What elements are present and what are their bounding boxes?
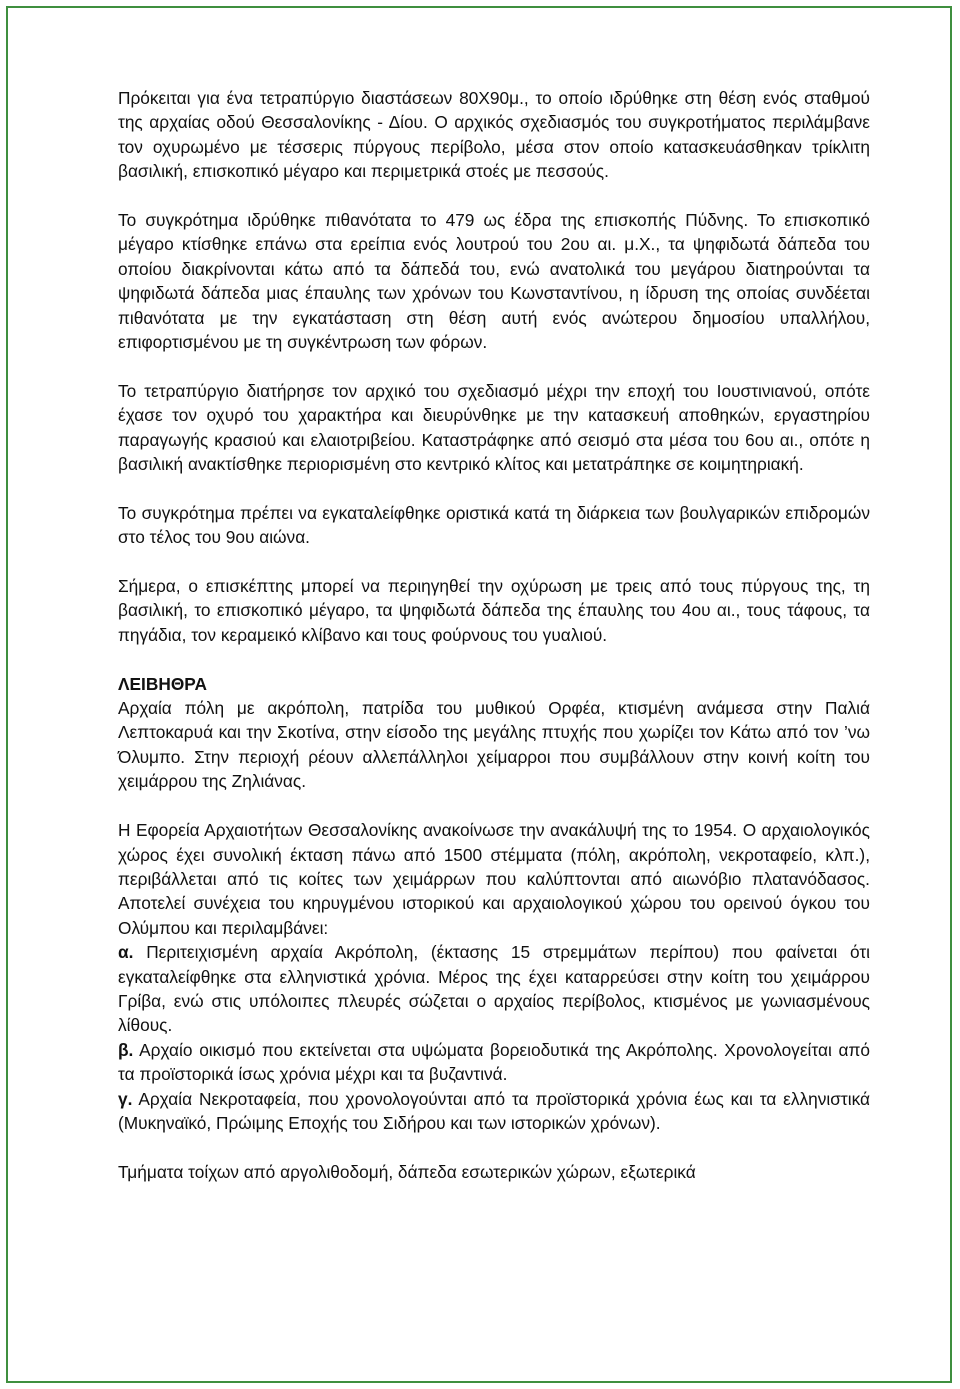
- paragraph-visitor: Σήμερα, ο επισκέπτης μπορεί να περιηγηθεί την οχύρωση με τρεις από τους πύργους της, τη βασιλική, το επισκοπικό μέγαρο, τα ψηφιδωτά δάπεδα της έπαυλης του 4ου αι., τους τάφους, τα πηγάδια, τον κεραμεικό κλίβανο και τους φούρνους του γυαλιού.: [118, 576, 870, 645]
- list-item: [118, 1038, 870, 1087]
- paragraph-ephorate-block: [118, 818, 870, 1135]
- paragraph-ephorate: Η Εφορεία Αρχαιοτήτων Θεσσαλονίκης ανακοίνωσε την ανακάλυψή της το 1954. Ο αρχαιολογικός χώρος έχει συνολική έκταση πάνω από 1500 στέμματα (πόλη, ακρόπολη, νεκροταφείο, κλπ.), περιβάλλεται από τις κοίτες των χειμάρρων που καλύπτονται από αιωνόβιο πλατανόδασος. Αποτελεί συνέχεια του κηρυγμένου ιστορικού και αρχαιολογικού χώρου του ορεινού όγκου του Ολύμπου και περιλαμβάνει:: [118, 820, 870, 938]
- paragraph-justinian: Το τετραπύργιο διατήρησε τον αρχικό του σχεδιασμό μέχρι την εποχή του Ιουστινιανού, οπότε έχασε τον οχυρό του χαρακτήρα και διευρύνθηκε με την κατασκευή αποθηκών, εργαστηρίου παραγωγής κρασιού και ελαιοτριβείου. Καταστράφηκε από σεισμό στα μέσα του 6ου αι., οπότε η βασιλική ανακτίσθηκε περιορισμένη στο κεντρικό κλίτος και μετατράπηκε σε κοιμητηριακή.: [118, 380, 870, 475]
- list-marker-b: β.: [118, 1039, 134, 1060]
- list-item-text-c: Αρχαία Νεκροταφεία, που χρονολογούνται από τα προϊστορικά χρόνια έως και τα ελληνιστικά (Μυκηναϊκό, Πρώιμης Εποχής του Σιδήρου και των ιστορικών χρόνων).: [118, 1088, 870, 1133]
- list-marker-c: γ.: [118, 1088, 133, 1109]
- paragraph-closing-line: Τμήματα τοίχων από αργολιθοδομή, δάπεδα εσωτερικών χώρων, εξωτερικά: [118, 1161, 696, 1182]
- list-item-text-b: Αρχαίο οικισμό που εκτείνεται στα υψώματα βορειοδυτικά της Ακρόπολης. Χρονολογείται από τα προϊστορικά ίσως χρόνια μέχρι και τα βυζαντινά.: [118, 1039, 870, 1085]
- paragraph-abandonment: Το συγκρότημα πρέπει να εγκαταλείφθηκε οριστικά κατά τη διάρκεια των βουλγαρικών επιδρομών στο τέλος του 9ου αιώνα.: [118, 502, 870, 548]
- paragraph-founding: Το συγκρότημα ιδρύθηκε πιθανότατα το 479 ως έδρα της επισκοπής Πύδνης. Το επισκοπικό μέγαρο κτίσθηκε επάνω στα ερείπια ενός λουτρού του 2ου αι. μ.Χ., τα ψηφιδωτά δάπεδα του οποίου διακρίνονται κάτω από τα δάπεδά του, ενώ ανατολικά του μεγάρου διατηρούνται τα ψηφιδωτά δάπεδα μιας έπαυλης των χρόνων του Κωνσταντίνου, η ίδρυση της οποίας συνδέεται πιθανότατα με την εγκατάσταση στη θέση αυτή ενός ανώτερου δημοσίου υπαλλήλου, επιφορτισμένου με τη συγκέντρωση των φόρων.: [118, 210, 870, 353]
- list-item: [118, 1087, 870, 1136]
- paragraph-leivithra-intro: Αρχαία πόλη με ακρόπολη, πατρίδα του μυθικού Ορφέα, κτισμένη ανάμεσα στην Παλιά Λεπτοκαρυά και την Σκοτίνα, στην είσοδο της μεγάλης πτυχής που χωρίζει τον Κάτω από τον ’νω Όλυμπο. Στην περιοχή ρέουν αλλεπάλληλοι χείμαρροι που συμβάλλουν στην κοινή κοίτη του χειμάρρου της Ζηλιάνας.: [118, 698, 870, 792]
- list-item: [118, 940, 870, 1038]
- document-body: [118, 86, 870, 1184]
- list-marker-a: α.: [118, 942, 134, 963]
- section-heading-leivithra: ΛΕΙΒΗΘΡΑ: [118, 673, 207, 694]
- list-item-text-a: Περιτειχισμένη αρχαία Ακρόπολη, (έκτασης 15 στρεμμάτων περίπου) που φαίνεται ότι εγκαταλείφθηκε στα ελληνιστικά χρόνια. Μέρος της έχει καταρρεύσει στην κοίτη του χειμάρρου Γρίβα, ενώ στις υπόλοιπες πλευρές σώζεται ο αρχαίος περίβολος, κτισμένος με γωνιασμένους λίθους.: [118, 942, 870, 1036]
- paragraph-tetrapyrgio-intro: Πρόκειται για ένα τετραπύργιο διαστάσεων 80Χ90μ., το οποίο ιδρύθηκε στη θέση ενός σταθμού της αρχαίας οδού Θεσσαλονίκης - Δίου. Ο αρχικός σχεδιασμός του συγκροτήματος περιλάμβανε τον οχυρωμένο με τέσσερις πύργους περίβολο, μέσα στον οποίο κατασκευάσθηκαν τρίκλιτη βασιλική, επισκοπικό μέγαρο και περιμετρικά στοές με πεσσούς.: [118, 88, 870, 182]
